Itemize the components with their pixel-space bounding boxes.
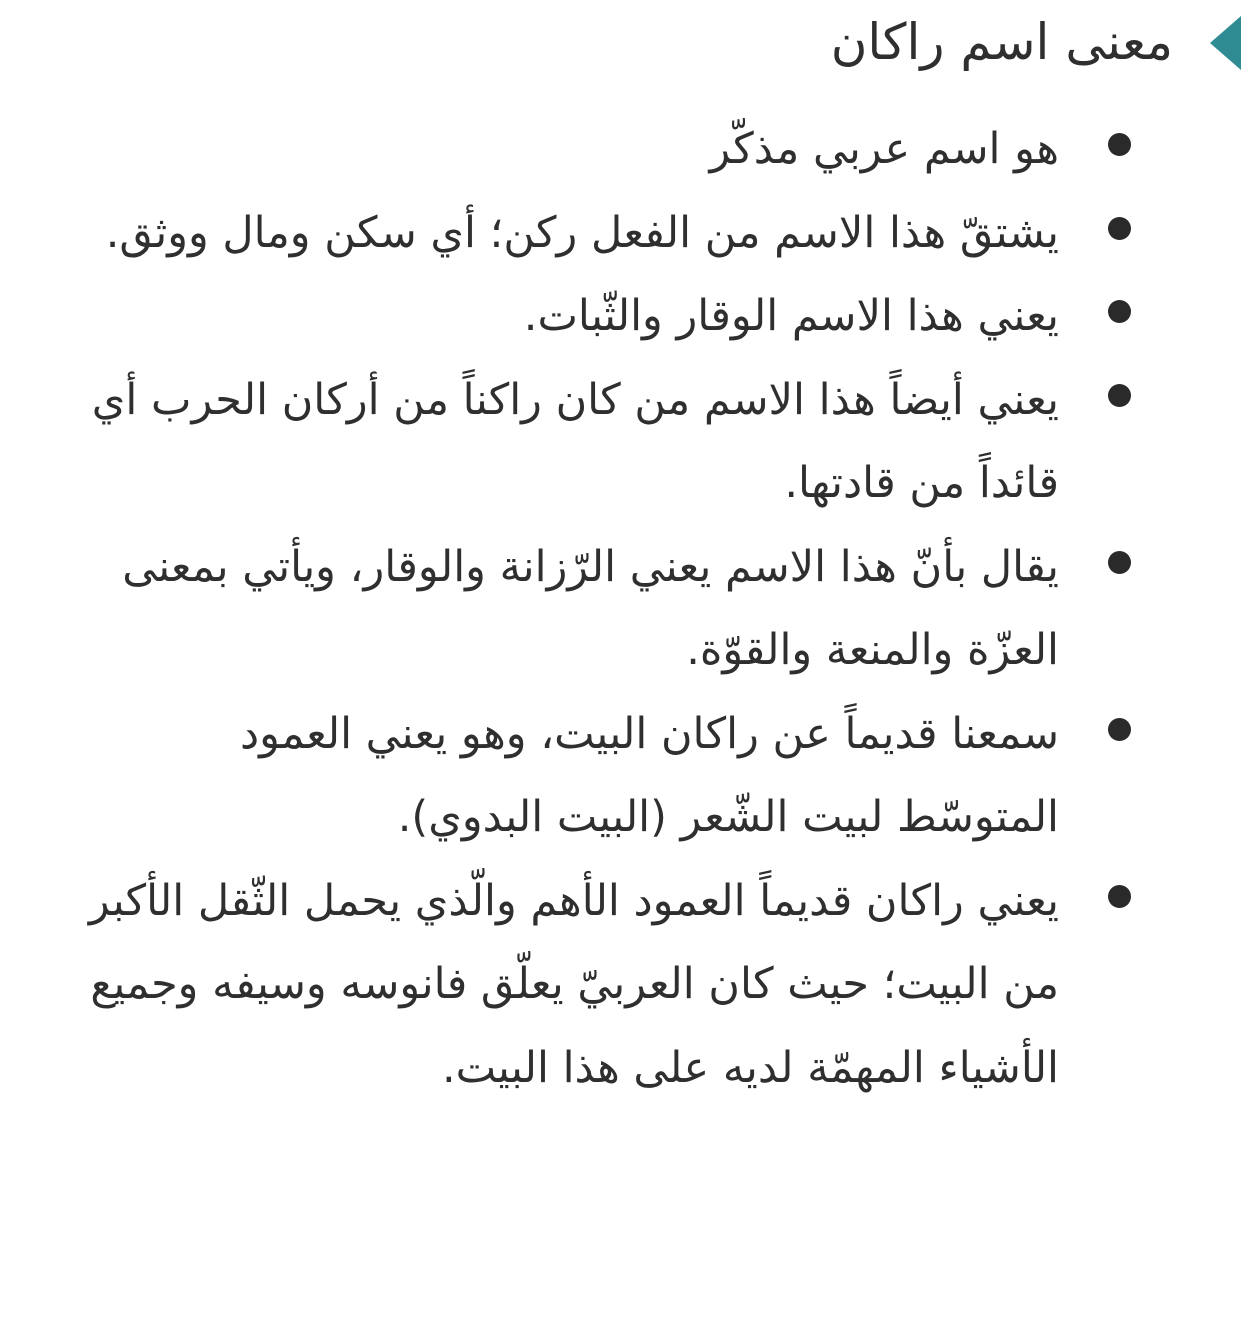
list-item bbox=[71, 526, 1131, 693]
list-item-text: يعني راكان قديماً العمود الأهم والّذي يحمل الثّقل الأكبر من البيت؛ حيث كان العربيّ يعلّق فانوسه وسيفه وجميع الأشياء المهمّة لديه على هذا البيت. bbox=[88, 875, 1059, 1093]
list-item bbox=[71, 275, 1131, 359]
bullet-icon bbox=[1108, 885, 1131, 908]
list-item bbox=[71, 860, 1131, 1111]
bullet-icon bbox=[1108, 384, 1131, 407]
list-item bbox=[71, 693, 1131, 860]
list-item-text: هو اسم عربي مذكّر bbox=[709, 124, 1059, 174]
list-item-text: يعني هذا الاسم الوقار والثّبات. bbox=[523, 291, 1059, 341]
bullet-list bbox=[71, 108, 1131, 1110]
list-item-text: يقال بأنّ هذا الاسم يعني الرّزانة والوقار، ويأتي بمعنى العزّة والمنعة والقوّة. bbox=[122, 541, 1059, 675]
list-item-text: يشتقّ هذا الاسم من الفعل ركن؛ أي سكن ومال ووثق. bbox=[105, 207, 1059, 258]
list-item bbox=[71, 108, 1131, 192]
list-item-text: يعني أيضاً هذا الاسم من كان راكناً من أركان الحرب أي قائداً من قادتها. bbox=[91, 374, 1059, 508]
list-item-text: سمعنا قديماً عن راكان البيت، وهو يعني العمود المتوسّط لبيت الشّعر (البيت البدوي). bbox=[240, 708, 1059, 842]
section-heading: معنى اسم راكان bbox=[830, 13, 1173, 71]
bullet-icon bbox=[1108, 718, 1131, 741]
triangle-left-icon bbox=[1210, 16, 1241, 70]
bullet-icon bbox=[1108, 551, 1131, 574]
bullet-icon bbox=[1108, 300, 1131, 323]
bullet-icon bbox=[1108, 133, 1131, 156]
list-item bbox=[71, 192, 1131, 276]
bullet-icon bbox=[1108, 217, 1131, 240]
list-item bbox=[71, 359, 1131, 526]
